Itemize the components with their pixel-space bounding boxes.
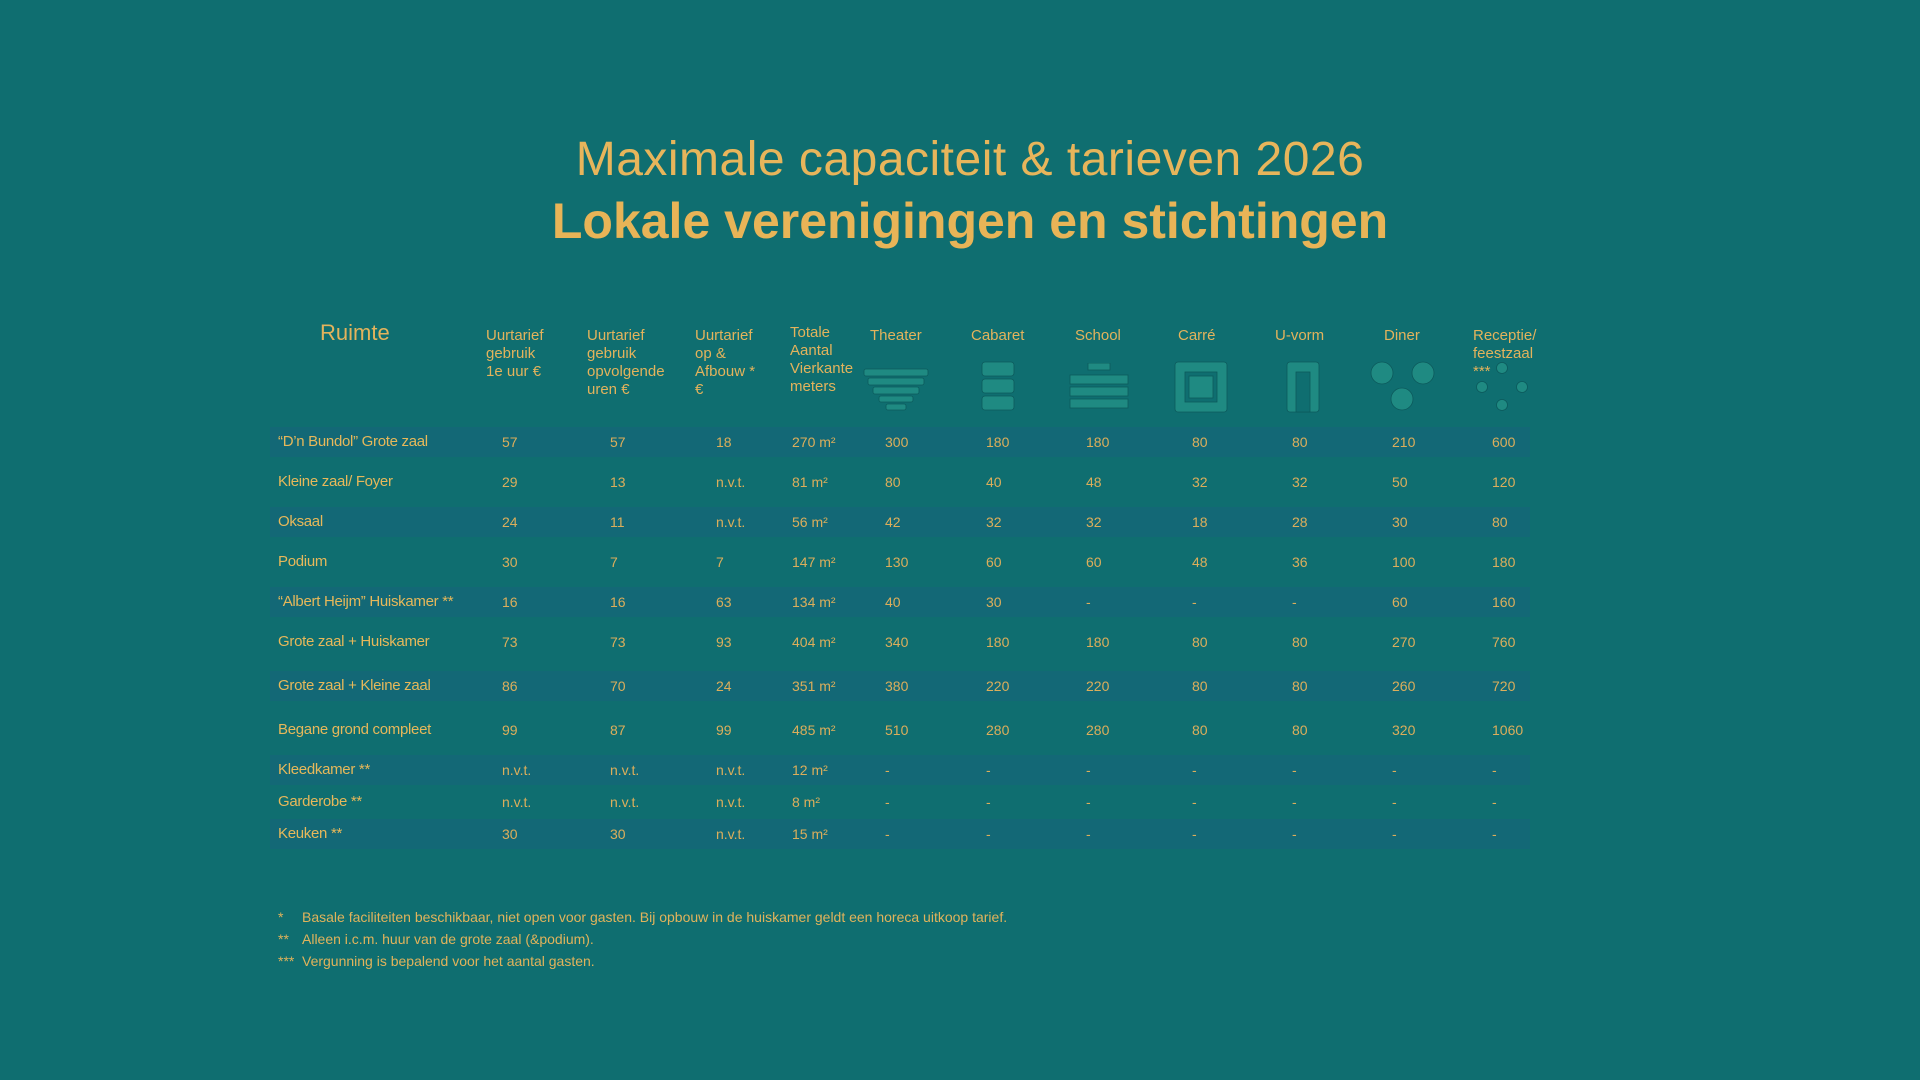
cell-rate-setup: n.v.t. [716,826,746,842]
cell-carre: - [1192,762,1197,778]
cell-area: 12 m² [792,762,828,778]
cell-cabaret: 40 [986,474,1002,490]
cell-area: 404 m² [792,634,836,650]
table-row [270,467,1530,497]
cell-carre: 80 [1192,678,1208,694]
cell-area: 134 m² [792,594,836,610]
u-shape-seating-icon [1285,360,1321,414]
cell-uvorm: 36 [1292,554,1308,570]
cell-cabaret: 60 [986,554,1002,570]
cell-rate-next: 7 [610,554,618,570]
school-seating-icon [1068,363,1130,411]
header-rate-setup: Uurtarief op & Afbouw * € [695,327,756,398]
cell-theater: 380 [885,678,909,694]
room-name: “Albert Heijm” Huiskamer ** [278,593,454,610]
header-school: School [1075,327,1121,344]
cell-school: 180 [1086,434,1110,450]
cell-school: - [1086,594,1091,610]
cell-cabaret: 180 [986,434,1010,450]
cell-theater: 510 [885,722,909,738]
footnote: * Basale faciliteiten beschikbaar, niet open voor gasten. Bij opbouw in de huiskamer geldt een horeca uitkoop tarief. [278,909,1008,925]
cell-theater: - [885,826,890,842]
cell-uvorm: 28 [1292,514,1308,530]
cell-carre: - [1192,826,1197,842]
cell-area: 8 m² [792,794,820,810]
cell-school: 280 [1086,722,1110,738]
header-rate-next: Uurtarief gebruik opvolgende uren € [587,327,665,398]
cell-rate-next: 11 [610,514,625,530]
cell-school: 180 [1086,634,1110,650]
cell-rate-next: 57 [610,434,626,450]
cell-uvorm: - [1292,794,1297,810]
header-diner: Diner [1384,327,1420,344]
room-name: Kleedkamer ** [278,761,370,778]
cell-diner: - [1392,762,1397,778]
cell-rate-setup: 18 [716,434,732,450]
cell-receptie: 600 [1492,434,1516,450]
reception-seating-icon [1474,361,1530,413]
header-theater: Theater [870,327,922,344]
cell-rate-setup: 24 [716,678,732,694]
cell-theater: 40 [885,594,901,610]
cell-receptie: 80 [1492,514,1508,530]
table-row [270,507,1530,537]
cell-rate-setup: 93 [716,634,732,650]
header-cabaret: Cabaret [971,327,1025,344]
cell-cabaret: - [986,826,991,842]
cell-area: 56 m² [792,514,828,530]
cell-cabaret: - [986,762,991,778]
cell-rate-next: n.v.t. [610,762,640,778]
cell-rate-setup: n.v.t. [716,514,746,530]
cell-uvorm: 80 [1292,722,1308,738]
cell-carre: 32 [1192,474,1208,490]
cell-area: 15 m² [792,826,828,842]
cell-uvorm: 32 [1292,474,1308,490]
cell-receptie: 120 [1492,474,1516,490]
cell-theater: 130 [885,554,909,570]
cell-uvorm: 80 [1292,678,1308,694]
cell-rate-first: 30 [502,826,518,842]
room-name: Kleine zaal/ Foyer [278,473,393,490]
cell-uvorm: - [1292,594,1297,610]
header-rate-first: Uurtarief gebruik 1e uur € [486,327,544,380]
room-name: Begane grond compleet [278,721,431,738]
cell-area: 351 m² [792,678,836,694]
cell-school: 32 [1086,514,1102,530]
cell-diner: 260 [1392,678,1416,694]
cell-rate-first: 57 [502,434,518,450]
cell-rate-next: 16 [610,594,626,610]
cell-uvorm: 80 [1292,634,1308,650]
room-name: Keuken ** [278,825,343,842]
room-name: “D’n Bundol” Grote zaal [278,433,428,450]
cell-rate-setup: n.v.t. [716,794,746,810]
table-row [270,787,1530,817]
cell-diner: - [1392,794,1397,810]
room-name: Garderobe ** [278,793,362,810]
cell-receptie: 160 [1492,594,1516,610]
cell-carre: - [1192,594,1197,610]
cell-rate-next: 87 [610,722,626,738]
cell-rate-first: n.v.t. [502,762,532,778]
cell-area: 147 m² [792,554,836,570]
carre-seating-icon [1173,360,1229,414]
table-row [270,627,1530,657]
cell-school: - [1086,794,1091,810]
cell-cabaret: 180 [986,634,1010,650]
cell-cabaret: - [986,794,991,810]
header-uvorm: U-vorm [1275,327,1325,344]
cell-school: 220 [1086,678,1110,694]
cell-uvorm: - [1292,826,1297,842]
table-row [270,427,1530,457]
cell-theater: - [885,762,890,778]
cell-rate-first: 99 [502,722,518,738]
cell-uvorm: - [1292,762,1297,778]
table-row [270,547,1530,577]
cell-rate-first: 86 [502,678,518,694]
cell-rate-first: 30 [502,554,518,570]
cell-cabaret: 280 [986,722,1010,738]
room-name: Grote zaal + Huiskamer [278,633,430,650]
cell-rate-first: 29 [502,474,518,490]
cell-carre: 80 [1192,434,1208,450]
header-ruimte: Ruimte [320,320,390,345]
cell-rate-setup: n.v.t. [716,762,746,778]
header-carre: Carré [1178,327,1216,344]
table-row [270,715,1530,745]
table-row [270,819,1530,849]
cell-rate-first: n.v.t. [502,794,532,810]
cell-school: - [1086,762,1091,778]
cell-rate-setup: 7 [716,554,724,570]
cell-diner: 320 [1392,722,1416,738]
cell-diner: 210 [1392,434,1416,450]
room-name: Podium [278,553,328,570]
cell-rate-setup: n.v.t. [716,474,746,490]
cell-rate-first: 73 [502,634,518,650]
cell-carre: 48 [1192,554,1208,570]
cell-rate-first: 24 [502,514,518,530]
cell-rate-setup: 63 [716,594,732,610]
cell-uvorm: 80 [1292,434,1308,450]
cell-receptie: 720 [1492,678,1516,694]
title-block [0,130,1920,252]
page-subtitle: Lokale verenigingen en stichtingen [551,193,1389,249]
cell-cabaret: 30 [986,594,1002,610]
room-name: Grote zaal + Kleine zaal [278,677,431,694]
theater-seating-icon [862,361,930,413]
cabaret-seating-icon [978,360,1018,412]
cell-receptie: - [1492,794,1497,810]
cell-receptie: 1060 [1492,722,1524,738]
cell-receptie: - [1492,826,1497,842]
cell-rate-first: 16 [502,594,518,610]
cell-carre: 80 [1192,722,1208,738]
cell-rate-next: 30 [610,826,626,842]
cell-diner: 60 [1392,594,1408,610]
page-title: Maximale capaciteit & tarieven 2026 [575,133,1365,186]
diner-seating-icon [1368,359,1438,415]
cell-receptie: - [1492,762,1497,778]
room-name: Oksaal [278,513,323,530]
cell-carre: 80 [1192,634,1208,650]
cell-rate-setup: 99 [716,722,732,738]
cell-diner: 270 [1392,634,1416,650]
cell-carre: - [1192,794,1197,810]
header-area: Totale Aantal Vierkante meters [790,324,854,395]
footnote: ** Alleen i.c.m. huur van de grote zaal (&podium). [278,931,594,947]
footnotes [278,906,1007,972]
cell-carre: 18 [1192,514,1208,530]
cell-rate-next: 73 [610,634,626,650]
cell-receptie: 760 [1492,634,1516,650]
cell-cabaret: 220 [986,678,1010,694]
cell-rate-next: 13 [610,474,626,490]
table-row [270,755,1530,785]
cell-area: 81 m² [792,474,828,490]
table-row [270,587,1530,617]
cell-rate-next: n.v.t. [610,794,640,810]
cell-theater: 340 [885,634,909,650]
cell-theater: 42 [885,514,901,530]
cell-school: 60 [1086,554,1102,570]
table-row [270,671,1530,701]
cell-diner: - [1392,826,1397,842]
cell-school: 48 [1086,474,1102,490]
cell-diner: 30 [1392,514,1408,530]
footnote: *** Vergunning is bepalend voor het aantal gasten. [278,953,595,969]
cell-rate-next: 70 [610,678,626,694]
cell-theater: 300 [885,434,909,450]
cell-theater: - [885,794,890,810]
header-receptie: Receptie/ feestzaal *** [1473,327,1537,380]
cell-area: 485 m² [792,722,836,738]
cell-receptie: 180 [1492,554,1516,570]
cell-theater: 80 [885,474,901,490]
cell-school: - [1086,826,1091,842]
cell-diner: 50 [1392,474,1408,490]
cell-area: 270 m² [792,434,836,450]
cell-diner: 100 [1392,554,1416,570]
cell-cabaret: 32 [986,514,1002,530]
